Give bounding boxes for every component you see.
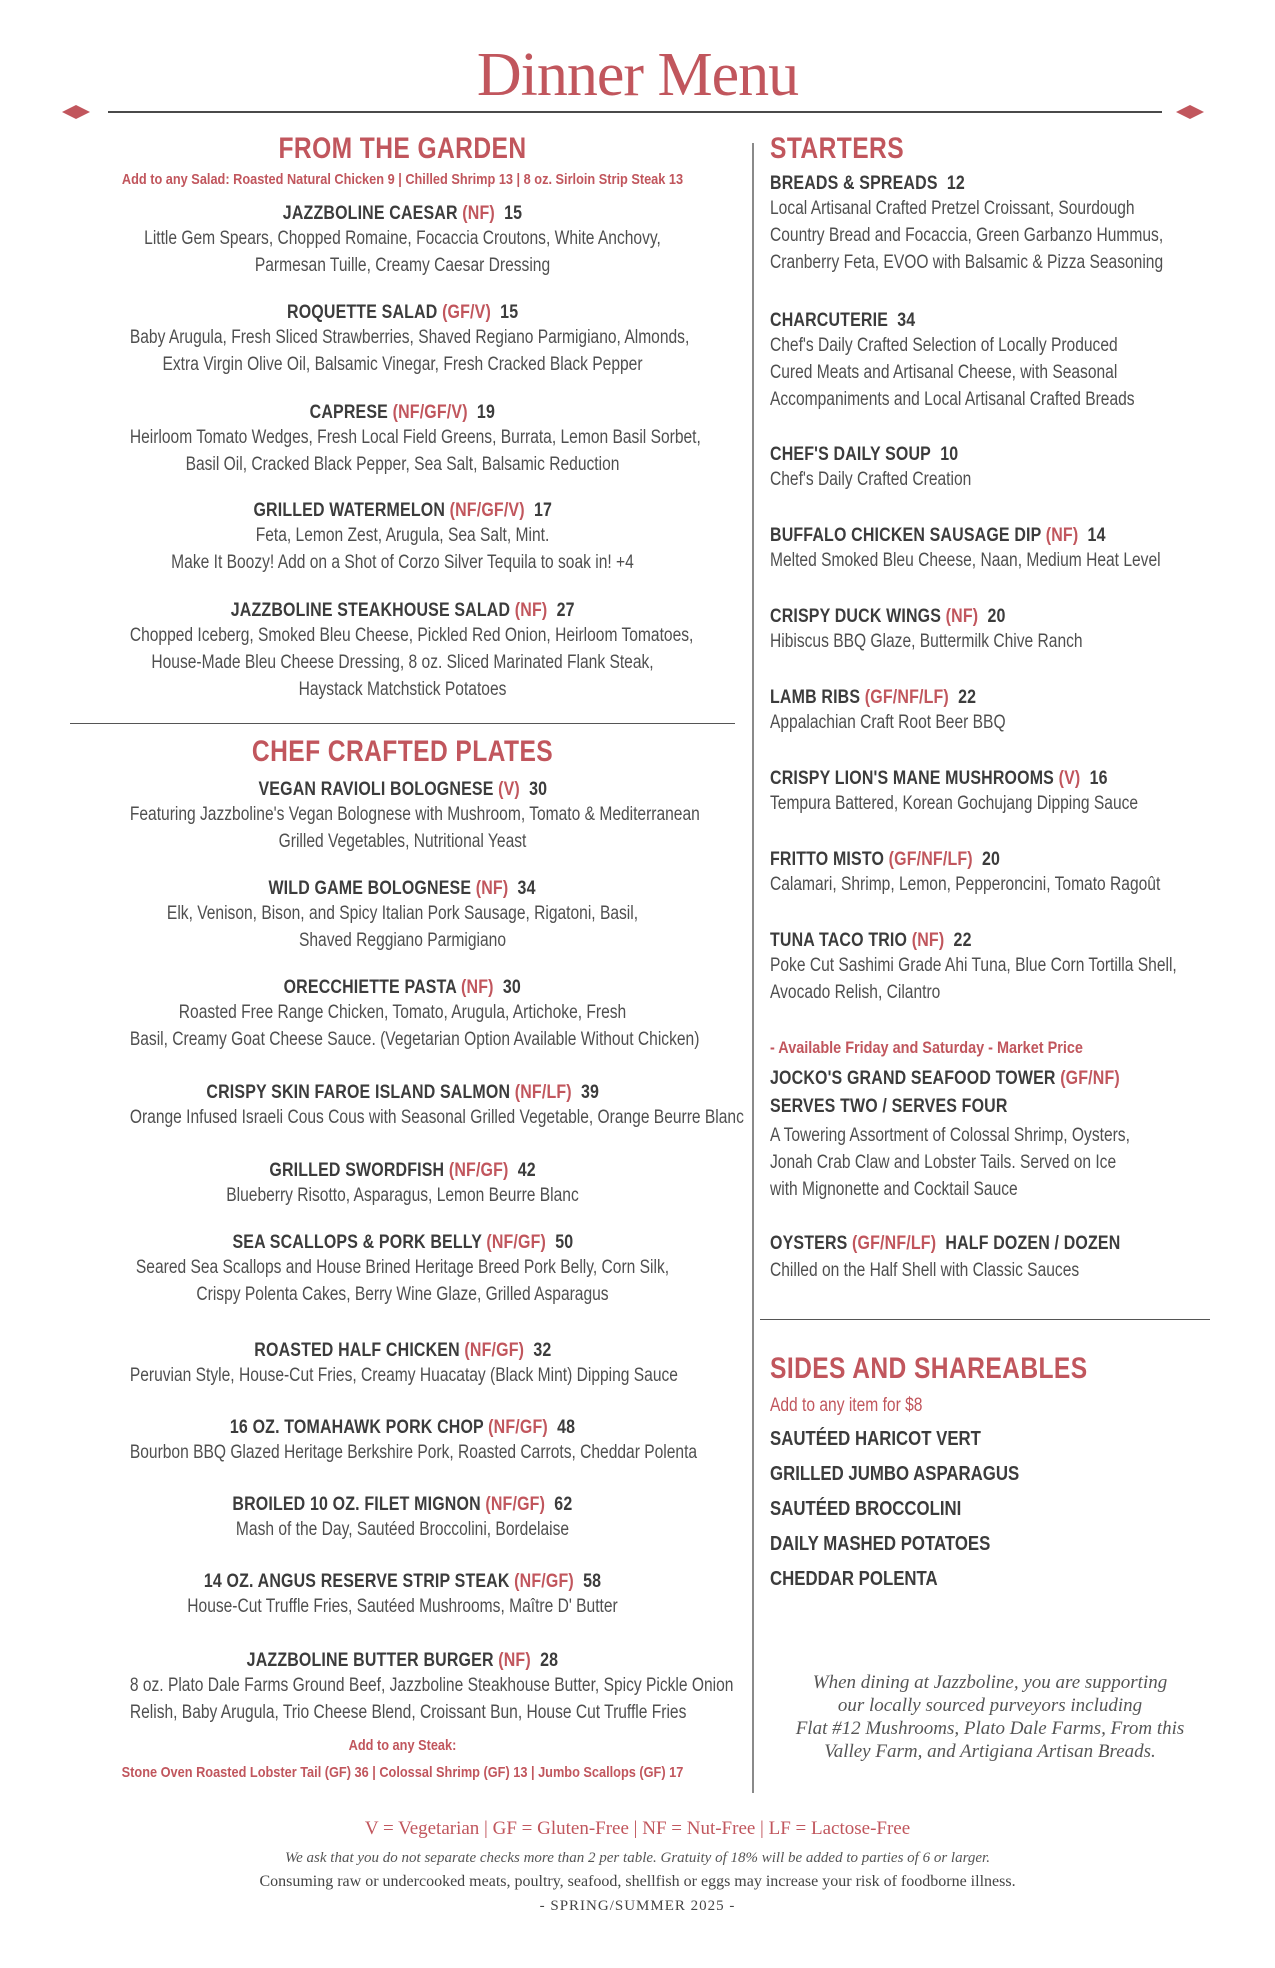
item-name: CAPRESE (NF/GF/V) 19 bbox=[309, 402, 496, 423]
item-name: JAZZBOLINE BUTTER BURGER (NF) 28 bbox=[246, 1650, 559, 1671]
item-description: Extra Virgin Olive Oil, Balsamic Vinegar, Fresh Cracked Black Pepper bbox=[162, 354, 643, 375]
item-description: Hibiscus BBQ Glaze, Buttermilk Chive Ranch bbox=[770, 631, 1083, 652]
item-name: BROILED 10 OZ. FILET MIGNON (NF/GF) 62 bbox=[232, 1494, 573, 1515]
item-name: 16 OZ. TOMAHAWK PORK CHOP (NF/GF) 48 bbox=[229, 1417, 576, 1438]
menu-item bbox=[70, 302, 735, 378]
side-item: DAILY MASHED POTATOES bbox=[770, 1533, 991, 1555]
item-name: TUNA TACO TRIO (NF) 22 bbox=[770, 930, 972, 951]
item-description: Cured Meats and Artisanal Cheese, with Seasonal bbox=[770, 362, 1118, 383]
item-description: House-Made Bleu Cheese Dressing, 8 oz. Sliced Marinated Flank Steak, bbox=[151, 652, 654, 673]
item-description: Avocado Relish, Cilantro bbox=[770, 982, 941, 1003]
item-name: ROQUETTE SALAD (GF/V) 15 bbox=[286, 302, 519, 323]
item-name: BREADS & SPREADS 12 bbox=[770, 173, 965, 194]
menu-item bbox=[770, 687, 1230, 736]
item-description: Chef's Daily Crafted Creation bbox=[770, 469, 972, 490]
item-description: Baby Arugula, Fresh Sliced Strawberries, Shaved Regiano Parmigiano, Almonds, bbox=[129, 327, 690, 348]
menu-item bbox=[70, 1232, 735, 1308]
item-description: Appalachian Craft Root Beer BBQ bbox=[770, 712, 1006, 733]
item-description: Featuring Jazzboline's Vegan Bolognese with Mushroom, Tomato & Mediterranean bbox=[129, 804, 700, 825]
item-description: Bourbon BBQ Glazed Heritage Berkshire Pork, Roasted Carrots, Cheddar Polenta bbox=[129, 1442, 698, 1463]
tower-availability-note: - Available Friday and Saturday - Market Price bbox=[770, 1038, 1083, 1057]
salad-add-note: Add to any Salad: Roasted Natural Chicken 9 | Chilled Shrimp 13 | 8 oz. Sirloin Strip Steak 13 bbox=[121, 171, 684, 188]
side-item: CHEDDAR POLENTA bbox=[770, 1568, 938, 1590]
item-name: CRISPY DUCK WINGS (NF) 20 bbox=[770, 606, 1006, 627]
item-description: Melted Smoked Bleu Cheese, Naan, Medium Heat Level bbox=[770, 550, 1161, 571]
item-name: GRILLED SWORDFISH (NF/GF) 42 bbox=[269, 1160, 536, 1181]
menu-item bbox=[770, 930, 1230, 1006]
item-description: Cranberry Feta, EVOO with Balsamic & Pizza Seasoning bbox=[770, 252, 1164, 273]
item-name: FRITTO MISTO (GF/NF/LF) 20 bbox=[770, 849, 1001, 870]
item-description: Relish, Baby Arugula, Trio Cheese Blend, Croissant Bun, House Cut Truffle Fries bbox=[129, 1702, 687, 1723]
item-name: JOCKO'S GRAND SEAFOOD TOWER (GF/NF) bbox=[770, 1068, 1120, 1089]
side-item: GRILLED JUMBO ASPARAGUS bbox=[770, 1463, 1020, 1485]
sides-subtitle: Add to any item for $8 bbox=[770, 1395, 923, 1416]
season-label: - SPRING/SUMMER 2025 - bbox=[539, 1898, 736, 1914]
item-description: Seared Sea Scallops and House Brined Heritage Breed Pork Belly, Corn Silk, bbox=[135, 1257, 670, 1278]
menu-item bbox=[70, 1571, 735, 1620]
section-divider bbox=[70, 723, 735, 724]
item-name: JAZZBOLINE CAESAR (NF) 15 bbox=[282, 203, 523, 224]
purveyors-note: When dining at Jazzboline, you are supporting our locally sourced purveyors including Flat #12 Mushrooms, Plato Dale Farms, From this Valley Farm, and Artigiana Artisan Breads. bbox=[795, 1672, 1185, 1762]
menu-item bbox=[770, 525, 1230, 574]
checks-policy: We ask that you do not separate checks more than 2 per table. Gratuity of 18% will be added to parties of 6 or larger. bbox=[285, 1850, 990, 1866]
tower-serves: SERVES TWO / SERVES FOUR bbox=[770, 1096, 1008, 1117]
dietary-legend: V = Vegetarian | GF = Gluten-Free | NF = Nut-Free | LF = Lactose-Free bbox=[364, 1818, 911, 1839]
item-description: Basil Oil, Cracked Black Pepper, Sea Salt, Balsamic Reduction bbox=[185, 454, 620, 475]
item-description: Crispy Polenta Cakes, Berry Wine Glaze, Grilled Asparagus bbox=[196, 1284, 609, 1305]
item-name: CRISPY SKIN FAROE ISLAND SALMON (NF/LF) 39 bbox=[206, 1082, 599, 1103]
menu-item bbox=[70, 600, 735, 703]
steak-add-label: Add to any Steak: bbox=[348, 1737, 457, 1754]
menu-item bbox=[70, 1494, 735, 1543]
menu-item bbox=[770, 310, 1230, 413]
menu-item bbox=[70, 1340, 735, 1389]
item-description: Chef's Daily Crafted Selection of Locally Produced bbox=[770, 335, 1118, 356]
item-description: Haystack Matchstick Potatoes bbox=[298, 679, 507, 700]
section-divider bbox=[760, 1319, 1210, 1320]
plates-section-title: CHEF CRAFTED PLATES bbox=[251, 735, 554, 768]
right-diamond-ornament bbox=[1176, 105, 1204, 119]
item-description: Little Gem Spears, Chopped Romaine, Focaccia Croutons, White Anchovy, bbox=[144, 228, 661, 249]
item-description: Mash of the Day, Sautéed Broccolini, Bordelaise bbox=[235, 1519, 570, 1540]
item-description: Basil, Creamy Goat Cheese Sauce. (Vegetarian Option Available Without Chicken) bbox=[129, 1029, 700, 1050]
garden-section-title: FROM THE GARDEN bbox=[278, 132, 527, 165]
item-description: Peruvian Style, House-Cut Fries, Creamy Huacatay (Black Mint) Dipping Sauce bbox=[129, 1365, 678, 1386]
side-item: SAUTÉED BROCCOLINI bbox=[770, 1498, 962, 1520]
menu-item bbox=[70, 500, 735, 576]
menu-item bbox=[70, 402, 735, 478]
item-name: SEA SCALLOPS & PORK BELLY (NF/GF) 50 bbox=[232, 1232, 573, 1253]
item-description: Feta, Lemon Zest, Arugula, Sea Salt, Mint. bbox=[255, 525, 550, 546]
item-description: Blueberry Risotto, Asparagus, Lemon Beurre Blanc bbox=[226, 1185, 579, 1206]
item-name: CHEF'S DAILY SOUP 10 bbox=[770, 444, 959, 465]
item-description: Accompaniments and Local Artisanal Crafted Breads bbox=[770, 389, 1135, 410]
item-name: JAZZBOLINE STEAKHOUSE SALAD (NF) 27 bbox=[230, 600, 575, 621]
menu-item bbox=[70, 1417, 735, 1466]
foodborne-warning: Consuming raw or undercooked meats, poultry, seafood, shellfish or eggs may increase your risk of foodborne illness. bbox=[259, 1873, 1016, 1890]
left-diamond-ornament bbox=[62, 105, 90, 119]
item-description: Country Bread and Focaccia, Green Garbanzo Hummus, bbox=[770, 225, 1164, 246]
item-description: Orange Infused Israeli Cous Cous with Seasonal Grilled Vegetable, Orange Beurre Blanc bbox=[129, 1107, 744, 1128]
menu-item-oysters: OYSTERS (GF/NF/LF) HALF DOZEN / DOZEN Chilled on the Half Shell with Classic Sauces bbox=[770, 1233, 1121, 1281]
menu-item bbox=[70, 977, 735, 1053]
item-description: Parmesan Tuille, Creamy Caesar Dressing bbox=[254, 255, 551, 276]
steak-add-items: Stone Oven Roasted Lobster Tail (GF) 36 | Colossal Shrimp (GF) 13 | Jumbo Scallops (GF) 17 bbox=[121, 1764, 684, 1781]
menu-item bbox=[770, 849, 1230, 898]
page-title: Dinner Menu bbox=[476, 41, 799, 109]
item-name: LAMB RIBS (GF/NF/LF) 22 bbox=[770, 687, 977, 708]
item-name: 14 OZ. ANGUS RESERVE STRIP STEAK (NF/GF) 58 bbox=[203, 1571, 602, 1592]
menu-item bbox=[70, 1160, 735, 1209]
item-name: VEGAN RAVIOLI BOLOGNESE (V) 30 bbox=[258, 779, 547, 800]
item-description: Poke Cut Sashimi Grade Ahi Tuna, Blue Corn Tortilla Shell, bbox=[770, 955, 1177, 976]
menu-item bbox=[770, 606, 1230, 655]
item-description: Local Artisanal Crafted Pretzel Croissant, Sourdough bbox=[770, 198, 1135, 219]
item-name: GRILLED WATERMELON (NF/GF/V) 17 bbox=[253, 500, 552, 521]
item-name: WILD GAME BOLOGNESE (NF) 34 bbox=[268, 878, 537, 899]
menu-item bbox=[770, 173, 1230, 276]
item-name: ROASTED HALF CHICKEN (NF/GF) 32 bbox=[253, 1340, 552, 1361]
starters-section-title: STARTERS bbox=[770, 132, 905, 165]
column-divider bbox=[752, 143, 754, 1793]
item-name: CRISPY LION'S MANE MUSHROOMS (V) 16 bbox=[770, 768, 1108, 789]
menu-item bbox=[70, 779, 735, 855]
title-rule bbox=[108, 111, 1162, 113]
item-name: OYSTERS (GF/NF/LF) HALF DOZEN / DOZEN bbox=[770, 1233, 1121, 1254]
menu-item bbox=[70, 1082, 744, 1131]
menu-item-seafood-tower bbox=[770, 1068, 1230, 1090]
menu-item bbox=[70, 203, 735, 279]
sides-section-title: SIDES AND SHAREABLES bbox=[770, 1352, 1088, 1385]
item-description: Roasted Free Range Chicken, Tomato, Arugula, Artichoke, Fresh bbox=[178, 1002, 627, 1023]
item-name: BUFFALO CHICKEN SAUSAGE DIP (NF) 14 bbox=[770, 525, 1106, 546]
item-name: ORECCHIETTE PASTA (NF) 30 bbox=[283, 977, 522, 998]
menu-item bbox=[770, 768, 1230, 817]
item-description: Tempura Battered, Korean Gochujang Dipping Sauce bbox=[770, 793, 1139, 814]
tower-description: A Towering Assortment of Colossal Shrimp, Oysters, Jonah Crab Claw and Lobster Tails. Served on Ice with Mignonette and Cocktail Sauce bbox=[770, 1125, 1130, 1200]
item-description: Make It Boozy! Add on a Shot of Corzo Silver Tequila to soak in! +4 bbox=[171, 552, 634, 573]
item-description: House-Cut Truffle Fries, Sautéed Mushrooms, Maître D' Butter bbox=[187, 1596, 618, 1617]
item-description: Grilled Vegetables, Nutritional Yeast bbox=[278, 831, 527, 852]
item-description: 8 oz. Plato Dale Farms Ground Beef, Jazzboline Steakhouse Butter, Spicy Pickle Onion bbox=[129, 1675, 734, 1696]
side-item: SAUTÉED HARICOT VERT bbox=[770, 1428, 981, 1450]
item-description: Chopped Iceberg, Smoked Bleu Cheese, Pickled Red Onion, Heirloom Tomatoes, bbox=[129, 625, 694, 646]
item-description: Calamari, Shrimp, Lemon, Pepperoncini, Tomato Ragoût bbox=[770, 874, 1161, 895]
item-name: CHARCUTERIE 34 bbox=[770, 310, 916, 331]
menu-item bbox=[770, 444, 1230, 493]
item-description: Heirloom Tomato Wedges, Fresh Local Field Greens, Burrata, Lemon Basil Sorbet, bbox=[129, 427, 701, 448]
menu-item bbox=[70, 1650, 735, 1726]
item-description: Shaved Reggiano Parmigiano bbox=[298, 930, 506, 951]
menu-item bbox=[70, 878, 735, 954]
item-description: Elk, Venison, Bison, and Spicy Italian Pork Sausage, Rigatoni, Basil, bbox=[166, 903, 639, 924]
